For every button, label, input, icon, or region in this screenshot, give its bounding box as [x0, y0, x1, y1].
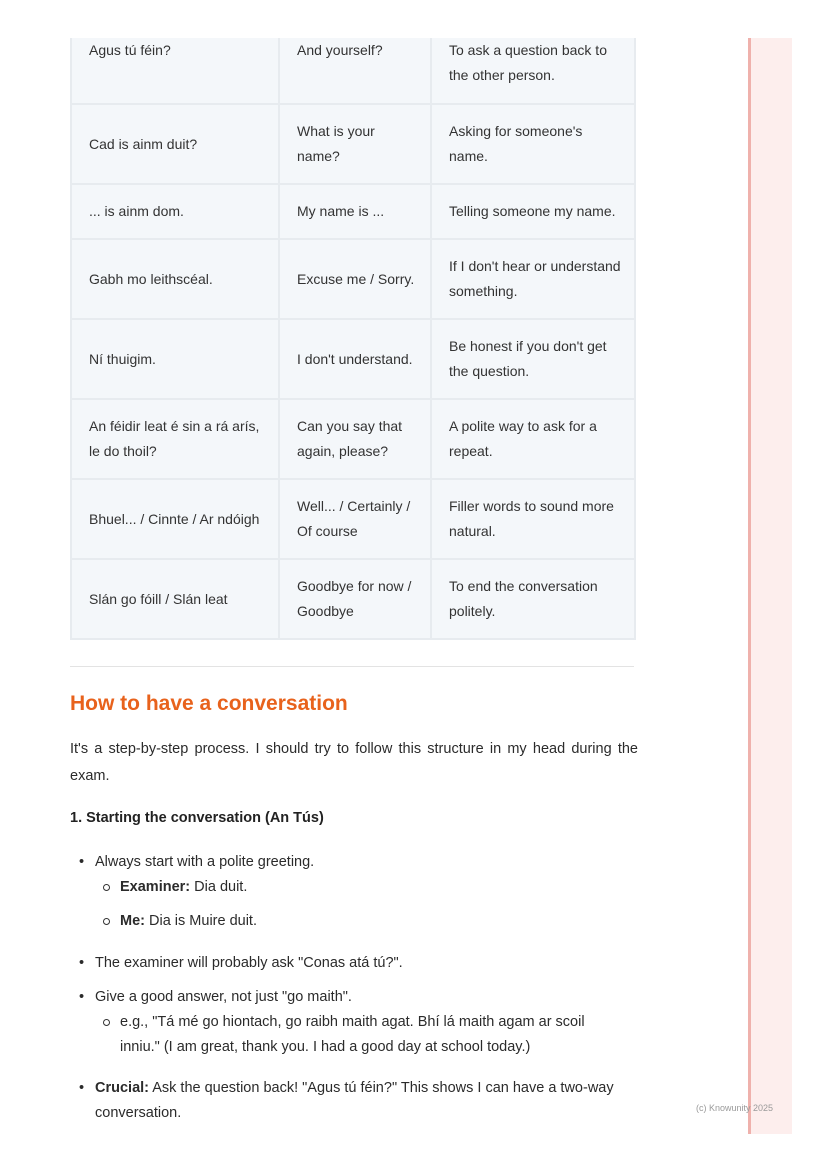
margin-strip	[748, 38, 792, 1134]
bullet-text: Always start with a polite greeting.	[95, 854, 315, 870]
watermark: (c) Knowunity 2025	[696, 1103, 774, 1113]
irish-cell: Gabh mo leithscéal.	[71, 239, 279, 319]
irish-cell: Ní thuigim.	[71, 319, 279, 399]
bullet-item	[79, 951, 403, 976]
irish-cell: Slán go fóill / Slán leat	[71, 559, 279, 639]
usage-cell: To ask a question back to the other person.	[431, 38, 635, 104]
margin-line	[748, 38, 751, 1134]
bullet-text: The examiner will probably ask "Conas atá tú?".	[95, 955, 403, 971]
usage-cell: Be honest if you don't get the question.	[431, 319, 635, 399]
table-row	[71, 399, 635, 479]
table-row	[71, 319, 635, 399]
crucial-label: Crucial:	[95, 1080, 149, 1096]
english-cell: And yourself?	[279, 38, 431, 104]
irish-cell: An féidir leat é sin a rá arís, le do thoil?	[71, 399, 279, 479]
english-cell: My name is ...	[279, 184, 431, 239]
bullet-text: Give a good answer, not just "go maith".	[95, 989, 352, 1005]
table-row	[71, 38, 635, 104]
bullet-item	[79, 850, 315, 875]
usage-cell: Asking for someone's name.	[431, 104, 635, 184]
examiner-label: Examiner:	[120, 879, 191, 895]
section-divider	[70, 666, 634, 667]
usage-cell: If I don't hear or understand something.	[431, 239, 635, 319]
bullet-dot-icon: •	[79, 1080, 85, 1096]
bullet-dot-icon: •	[79, 955, 85, 971]
table-row	[71, 239, 635, 319]
bullet-ring-icon	[103, 884, 110, 891]
english-cell: What is your name?	[279, 104, 431, 184]
me-text: Dia is Muire duit.	[144, 913, 257, 929]
example-continuation: inniu." (I am great, thank you. I had a good day at school today.)	[120, 1039, 531, 1055]
table-row	[71, 479, 635, 559]
irish-cell: Bhuel... / Cinnte / Ar ndóigh	[71, 479, 279, 559]
usage-cell: Telling someone my name.	[431, 184, 635, 239]
examiner-text: Dia duit.	[190, 879, 248, 895]
table-row	[71, 184, 635, 239]
sub-bullet-item	[120, 909, 257, 934]
example-line: e.g., "Tá mé go hiontach, go raibh maith agat. Bhí lá maith agam ar scoil	[120, 1014, 585, 1030]
bullet-continuation: conversation.	[95, 1105, 182, 1121]
sub-bullet-item	[120, 1010, 585, 1035]
bullet-item	[79, 985, 352, 1010]
english-cell: Well... / Certainly / Of course	[279, 479, 431, 559]
english-cell: I don't understand.	[279, 319, 431, 399]
me-label: Me:	[120, 913, 145, 929]
english-cell: Can you say that again, please?	[279, 399, 431, 479]
phrase-table	[70, 38, 636, 640]
usage-cell: A polite way to ask for a repeat.	[431, 399, 635, 479]
irish-cell: Cad is ainm duit?	[71, 104, 279, 184]
usage-cell: Filler words to sound more natural.	[431, 479, 635, 559]
bullet-dot-icon: •	[79, 989, 85, 1005]
bullet-ring-icon	[103, 1019, 110, 1026]
step-heading: 1. Starting the conversation (An Tús)	[70, 810, 324, 826]
table-row	[71, 559, 635, 639]
bullet-item	[79, 1076, 614, 1101]
english-cell: Goodbye for now / Goodbye	[279, 559, 431, 639]
bullet-text: Ask the question back! "Agus tú féin?" This shows I can have a two-way	[149, 1080, 614, 1096]
irish-cell: Agus tú féin?	[71, 38, 279, 104]
section-heading: How to have a conversation	[70, 692, 348, 715]
bullet-dot-icon: •	[79, 854, 85, 870]
usage-cell: To end the conversation politely.	[431, 559, 635, 639]
bullet-ring-icon	[103, 918, 110, 925]
intro-paragraph: It's a step-by-step process. I should try to follow this structure in my head during the exam.	[70, 741, 638, 784]
table-row	[71, 104, 635, 184]
english-cell: Excuse me / Sorry.	[279, 239, 431, 319]
irish-cell: ... is ainm dom.	[71, 184, 279, 239]
sub-bullet-item	[120, 875, 247, 900]
